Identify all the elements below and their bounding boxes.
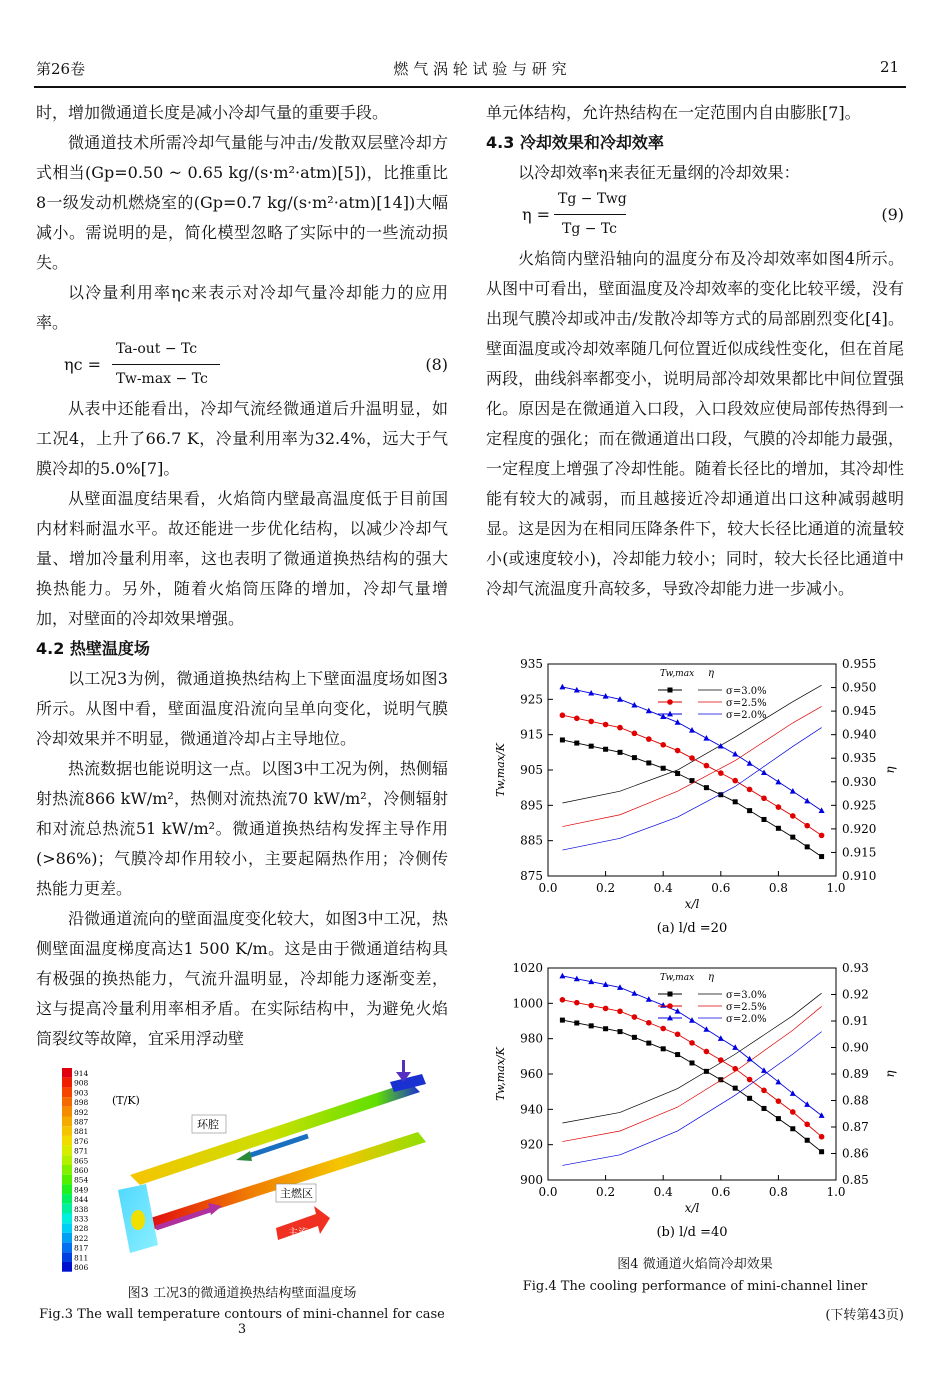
data-point	[559, 684, 565, 690]
data-point	[617, 725, 623, 731]
left-column	[36, 98, 448, 1054]
data-point	[646, 1020, 652, 1026]
data-point	[732, 778, 738, 784]
y2-tick-label: 0.90	[842, 1040, 869, 1055]
y2-tick-label: 0.89	[842, 1067, 869, 1081]
y-tick-label: 895	[520, 798, 543, 813]
series-line	[562, 706, 821, 826]
data-point	[762, 1106, 767, 1111]
y-tick-label: 900	[520, 1173, 543, 1187]
paragraph: 火焰筒内壁沿轴向的温度分布及冷却效率如图4所示。从图中可看出，壁面温度及冷却效率的变化比较平缓，没有出现气膜冷却或冲击/发散冷却等方式的局部剧烈变化[4]。壁面温度或冷却效率随几何位置近似成线性变化，但在首尾两段，曲线斜率都变小，说明局部冷却效果都比中间位置强化。原因是在微通道入口段，入口段效应使局部传热得到一定程度的强化；而在微通道出口段，气膜的冷却能力最强，一定程度上增强了冷却性能。随着长径比的增加，其冷却性能有较大的减弱，而且越接近冷却通道出口这种减弱越明显。这是因为在相同压降条件下，较大长径比通道的流量较小(或速度较小)，冷却能力较小；同时，较大长径比通道中冷却气流温度升高较多，导致冷却能力进一步减小。	[486, 249, 904, 598]
paragraph: 微通道技术所需冷却气量能与冲击/发散双层壁冷却方式相当(Gp=0.50 ~ 0.65 kg/(s·m²·atm)[5])，比推重比8一级发动机燃烧室的(Gp=0.7 kg/(s·m²·atm)[14])大幅减小。需说明的是，简化模型忽略了实际中的一些流动损失。	[36, 133, 448, 272]
data-point	[776, 1116, 781, 1121]
data-point	[747, 1056, 753, 1062]
y2-tick-label: 0.920	[842, 821, 877, 836]
legend-header: Tw,max	[660, 973, 695, 983]
scale-label: 817	[74, 1243, 89, 1253]
legend-entry	[658, 710, 767, 721]
series-twmax	[559, 684, 824, 813]
scale-swatch	[62, 1068, 72, 1078]
data-point	[805, 1138, 810, 1143]
legend-header: Tw,max	[660, 669, 695, 679]
data-point	[632, 1035, 637, 1040]
header-page: 21	[880, 58, 900, 76]
scale-swatch	[62, 1223, 72, 1233]
data-point	[718, 1035, 724, 1041]
scale-swatch	[62, 1252, 72, 1262]
y2-tick-label: 0.91	[842, 1014, 869, 1028]
data-point	[588, 1003, 594, 1009]
data-point	[761, 769, 767, 775]
data-point	[805, 844, 810, 849]
y-tick-label: 915	[520, 727, 543, 742]
section-heading: 4.3 冷却效果和冷却效率	[486, 133, 664, 152]
data-point	[560, 1018, 565, 1023]
data-point	[762, 817, 767, 822]
y2-tick-label: 0.87	[842, 1120, 869, 1134]
header-journal: 燃 气 涡 轮 试 验 与 研 究	[393, 60, 567, 78]
color-scale-bar	[62, 1068, 72, 1272]
data-point	[790, 1126, 795, 1131]
data-point	[704, 785, 709, 790]
series-line	[562, 728, 821, 850]
paragraph: 从壁面温度结果看，火焰筒内壁最高温度低于目前国内材料耐温水平。故还能进一步优化结构，以减少冷却气量、增加冷量利用率，这也表明了微通道换热结构的强大换热能力。另外，随着火焰筒压降的增加，冷却气量增加，对壁面的冷却效果增强。	[36, 489, 448, 628]
chart-subtitle: (b) l/d =40	[656, 1225, 728, 1240]
y-axis-label: Tw,max/K	[494, 1047, 507, 1101]
scale-swatch	[62, 1262, 72, 1272]
paragraph: 以冷量利用率ηc来表示对冷却气量冷却能力的应用率。	[36, 283, 448, 332]
scale-label: 865	[74, 1156, 89, 1166]
data-point	[775, 1079, 781, 1085]
x-tick-label: 0.0	[538, 1185, 558, 1199]
data-point	[733, 799, 738, 804]
scale-label: 838	[74, 1204, 89, 1214]
data-point	[689, 755, 695, 761]
data-point	[603, 722, 609, 728]
x-tick-label: 1.0	[826, 881, 846, 895]
data-point	[761, 1067, 767, 1073]
data-point	[632, 755, 637, 760]
data-point	[733, 1086, 738, 1091]
header-rule	[34, 86, 906, 88]
y-tick-label: 935	[520, 657, 543, 671]
scale-swatch	[62, 1204, 72, 1214]
paragraph: 单元体结构，允许热结构在一定范围内自由膨胀[7]。	[486, 103, 861, 122]
data-point	[689, 1017, 695, 1023]
scale-label: 844	[74, 1195, 89, 1205]
series-eta	[562, 685, 821, 803]
scale-swatch	[62, 1155, 72, 1165]
x-tick-label: 0.2	[596, 881, 616, 895]
data-point	[804, 798, 810, 804]
data-point	[819, 1112, 825, 1118]
chart-a	[486, 648, 906, 948]
fig3-contour	[60, 1060, 440, 1275]
data-point	[603, 1026, 608, 1031]
y-tick-label: 925	[520, 692, 543, 707]
legend-entry	[658, 1002, 767, 1013]
data-point	[790, 788, 796, 794]
section-heading: 4.2 热壁温度场	[36, 639, 150, 658]
y-tick-label: 940	[520, 1102, 543, 1117]
scale-label: 892	[74, 1107, 89, 1117]
fig4-caption-en: Fig.4 The cooling performance of mini-channel liner	[522, 1279, 868, 1294]
scale-label: 806	[74, 1263, 89, 1272]
scale-label: 828	[74, 1224, 89, 1234]
y2-tick-label: 0.930	[842, 774, 877, 789]
data-point	[776, 804, 782, 810]
data-point	[618, 1029, 623, 1034]
eq8-number: (8)	[425, 355, 448, 374]
data-point	[790, 813, 796, 819]
x-tick-label: 0.8	[768, 1185, 788, 1199]
y-tick-label: 885	[520, 833, 543, 848]
legend-entry	[658, 990, 767, 1001]
scale-swatch	[62, 1078, 72, 1088]
chart-subtitle: (a) l/d =20	[656, 921, 728, 936]
data-point	[661, 766, 666, 771]
eq9-lhs: η =	[522, 205, 551, 224]
data-point	[776, 826, 781, 831]
eq8-den: Tw-max − Tc	[116, 371, 208, 387]
y-tick-label: 875	[520, 869, 543, 883]
scale-swatch	[62, 1214, 72, 1224]
label-mainflow: 主流	[288, 1228, 308, 1239]
data-point	[790, 1109, 796, 1115]
legend-label: σ=3.0%	[726, 686, 767, 697]
outer-wall	[130, 1082, 420, 1185]
scale-label: 881	[74, 1127, 89, 1137]
x-tick-label: 0.0	[538, 881, 558, 895]
fig3-unit: (T/K)	[112, 1094, 140, 1107]
data-point	[560, 737, 565, 742]
y2-tick-label: 0.910	[842, 869, 877, 883]
legend-header: η	[708, 668, 714, 679]
data-point	[675, 1052, 680, 1057]
scale-swatch	[62, 1146, 72, 1156]
plot-frame	[548, 968, 836, 1180]
data-point	[603, 1006, 609, 1012]
eq8-num: Ta-out − Tc	[116, 341, 198, 357]
legend-label: σ=2.5%	[726, 1002, 767, 1013]
data-point	[761, 795, 767, 801]
data-point	[646, 1041, 651, 1046]
scale-swatch	[62, 1184, 72, 1194]
legend-header: η	[708, 972, 714, 983]
x-tick-label: 0.4	[653, 1185, 673, 1199]
x-tick-label: 1.0	[826, 1185, 846, 1199]
x-tick-label: 0.8	[768, 881, 788, 895]
data-point	[804, 823, 810, 829]
scale-swatch	[62, 1233, 72, 1243]
y2-tick-label: 0.88	[842, 1093, 869, 1108]
data-point	[761, 1088, 767, 1094]
data-point	[574, 1000, 580, 1006]
right-column	[486, 98, 904, 604]
fig4-caption-cn: 图4 微通道火焰筒冷却效果	[617, 1257, 773, 1272]
paragraph: 以工况3为例，微通道换热结构上下壁面温度场如图3所示。从图中看，壁面温度沿流向呈单向变化，说明气膜冷却效果并不明显，微通道冷却占主导地位。	[36, 669, 448, 748]
data-point	[718, 770, 724, 776]
data-point	[776, 1098, 782, 1104]
legend-label: σ=2.5%	[726, 698, 767, 709]
eq8-lhs: ηc =	[64, 355, 102, 374]
legend-entry	[658, 1014, 767, 1025]
data-point	[589, 744, 594, 749]
y-tick-label: 905	[520, 763, 543, 777]
data-point	[732, 1044, 738, 1050]
x-axis-label: x/l	[684, 897, 700, 911]
series-line	[562, 685, 821, 803]
legend-label: σ=2.0%	[726, 1014, 767, 1025]
y-tick-label: 1000	[512, 996, 543, 1011]
data-point	[603, 747, 608, 752]
x-tick-label: 0.6	[711, 1185, 731, 1199]
data-point	[718, 1057, 724, 1063]
data-point	[560, 712, 566, 718]
series-twmax	[560, 1018, 824, 1155]
scale-swatch	[62, 1117, 72, 1127]
data-point	[632, 1014, 638, 1020]
y2-axis-label: η	[883, 1070, 897, 1078]
paragraph: 以冷却效率η来表征无量纲的冷却效果：	[518, 163, 800, 182]
x-tick-label: 0.6	[711, 881, 731, 895]
series-line	[562, 715, 821, 835]
paragraph: 热流数据也能说明这一点。以图3中工况为例，热侧辐射热流866 kW/m²，热侧对流热流70 kW/m²，冷侧辐射和对流总热流51 kW/m²。微通道换热结构发挥主导作用(>86%)；气膜冷却作用较小，主要起隔热作用；冷侧传热能力更差。	[36, 759, 448, 898]
data-point	[775, 779, 781, 785]
data-point	[668, 992, 673, 997]
data-point	[646, 760, 651, 765]
label-annulus: 环腔	[197, 1118, 219, 1131]
data-point	[704, 763, 710, 769]
scale-swatch	[62, 1126, 72, 1136]
data-point	[560, 997, 566, 1003]
label-main: 主燃区	[280, 1187, 313, 1200]
data-point	[747, 1096, 752, 1101]
data-point	[732, 1066, 738, 1072]
data-point	[747, 787, 753, 793]
scale-swatch	[62, 1097, 72, 1107]
data-point	[747, 1077, 753, 1083]
y-tick-label: 960	[520, 1067, 543, 1081]
scale-swatch	[62, 1136, 72, 1146]
eq9-number: (9)	[881, 205, 904, 224]
scale-label: 876	[74, 1136, 89, 1146]
chart-b	[486, 952, 906, 1248]
y-tick-label: 920	[520, 1137, 543, 1152]
y2-tick-label: 0.950	[842, 680, 877, 695]
scale-swatch	[62, 1165, 72, 1175]
eq9-den: Tg − Tc	[562, 221, 618, 237]
data-point	[689, 727, 695, 733]
series-line	[562, 687, 821, 811]
data-point	[704, 1049, 710, 1055]
data-point	[668, 688, 673, 693]
scale-swatch	[62, 1175, 72, 1185]
eq9-num: Tg − Twg	[558, 191, 627, 207]
data-point	[574, 716, 580, 722]
scale-swatch	[62, 1194, 72, 1204]
y-axis-label: Tw,max/K	[494, 743, 507, 797]
y2-tick-label: 0.92	[842, 987, 869, 1002]
scale-label: 849	[74, 1185, 89, 1195]
data-point	[632, 731, 638, 737]
data-point	[667, 1003, 673, 1009]
data-point	[819, 1134, 825, 1140]
data-point	[790, 1090, 796, 1096]
scale-swatch	[62, 1107, 72, 1117]
figure-3	[60, 1060, 440, 1275]
data-point	[790, 835, 795, 840]
scale-label: 903	[74, 1088, 89, 1098]
y2-tick-label: 0.86	[842, 1146, 869, 1161]
data-point	[747, 808, 752, 813]
data-point	[589, 1023, 594, 1028]
scale-swatch	[62, 1087, 72, 1097]
data-point	[819, 833, 825, 839]
data-point	[819, 854, 824, 859]
data-point	[675, 1031, 681, 1037]
data-point	[804, 1101, 810, 1107]
series-line	[562, 993, 821, 1123]
x-tick-label: 0.4	[653, 881, 673, 895]
data-point	[618, 750, 623, 755]
scale-label: 860	[74, 1166, 89, 1175]
paragraph: 沿微通道流向的壁面温度变化较大，如图3中工况，热侧壁面温度梯度高达1 500 K/m。这是由于微通道结构具有极强的换热能力，气流升温明显，冷却能力逐渐变差，这与提高冷量利用率相矛盾。在实际结构中，为避免火焰筒裂纹等故障，宜采用浮动壁	[36, 909, 448, 1048]
fig4-footnote: (下转第43页)	[825, 1308, 904, 1323]
series-eta	[562, 706, 821, 826]
data-point	[661, 1046, 666, 1051]
scale-label: 822	[74, 1233, 89, 1243]
legend-label: σ=2.0%	[726, 710, 767, 721]
legend-entry	[658, 686, 767, 697]
scale-label: 833	[74, 1214, 89, 1224]
scale-label: 914	[74, 1069, 89, 1078]
paragraph: 从表中还能看出，冷却气流经微通道后升温明显，如工况4，上升了66.7 K，冷量利用率为32.4%，远大于气膜冷却的5.0%[7]。	[36, 399, 448, 478]
y2-tick-label: 0.945	[842, 704, 877, 719]
data-point	[747, 760, 753, 766]
x-axis-label: x/l	[684, 1201, 700, 1215]
data-point	[675, 771, 680, 776]
scale-swatch	[62, 1243, 72, 1253]
data-point	[732, 751, 738, 757]
fig3-caption-cn: 图3 工况3的微通道换热结构壁面温度场	[127, 1286, 357, 1301]
y2-tick-label: 0.85	[842, 1173, 869, 1187]
data-point	[675, 748, 681, 754]
y2-tick-label: 0.955	[842, 657, 877, 671]
scale-label: 871	[74, 1146, 89, 1156]
y2-tick-label: 0.935	[842, 751, 877, 766]
paragraph: 时，增加微通道长度是减小冷却气量的重要手段。	[36, 103, 389, 122]
scale-label: 811	[74, 1253, 89, 1263]
data-point	[703, 1026, 709, 1032]
header-volume: 第26卷	[36, 60, 86, 78]
fig3-caption-en: Fig.3 The wall temperature contours of mini-channel for case 3	[39, 1307, 445, 1337]
y-tick-label: 1020	[512, 961, 543, 975]
data-point	[574, 741, 579, 746]
y2-axis-label: η	[883, 766, 897, 774]
scale-label: 908	[74, 1078, 89, 1088]
data-point	[667, 699, 673, 705]
data-point	[819, 1149, 824, 1154]
y2-tick-label: 0.925	[842, 798, 877, 813]
data-point	[559, 973, 565, 979]
scale-label: 854	[74, 1175, 89, 1185]
legend-label: σ=3.0%	[726, 990, 767, 1001]
equation-9	[486, 188, 904, 244]
y2-tick-label: 0.915	[842, 845, 877, 860]
data-point	[617, 1008, 623, 1014]
data-point	[689, 1040, 695, 1046]
data-point	[646, 736, 652, 742]
data-point	[819, 807, 825, 813]
data-point	[660, 1026, 666, 1032]
legend-entry	[658, 698, 767, 709]
data-point	[660, 742, 666, 748]
data-point	[588, 719, 594, 725]
series-line	[562, 976, 821, 1116]
scale-label: 887	[74, 1117, 89, 1127]
equation-8	[36, 338, 448, 394]
series-eta	[562, 993, 821, 1123]
y-tick-label: 980	[520, 1031, 543, 1046]
series-eta	[562, 728, 821, 850]
scale-label: 898	[74, 1098, 89, 1108]
x-tick-label: 0.2	[596, 1185, 616, 1199]
y2-tick-label: 0.93	[842, 961, 869, 975]
data-point	[574, 1020, 579, 1025]
data-point	[690, 1060, 695, 1065]
data-point	[703, 735, 709, 741]
data-point	[804, 1122, 810, 1128]
y2-tick-label: 0.940	[842, 727, 877, 742]
